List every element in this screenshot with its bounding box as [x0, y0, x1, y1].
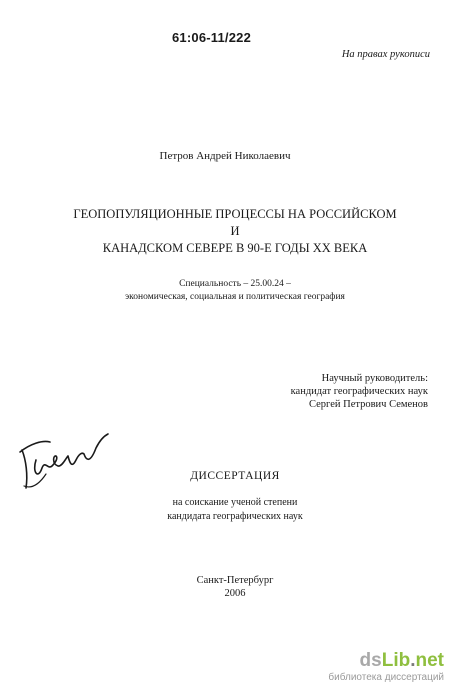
logo-part-net: net: [415, 650, 444, 671]
city: Санкт-Петербург: [196, 575, 274, 586]
document-title: [70, 206, 400, 257]
author-name: Петров Андрей Николаевич: [159, 150, 291, 162]
dissertation-subtitle: [0, 496, 450, 524]
logo-part-lib: Lib: [381, 650, 411, 671]
degree-line-1: на соискание ученой степени: [172, 497, 298, 508]
logo-part-ds: ds: [359, 650, 382, 671]
dissertation-heading: ДИССЕРТАЦИЯ: [190, 470, 280, 482]
archive-code: 61:06-11/222: [172, 30, 252, 45]
specialty-block: [0, 278, 450, 304]
dslib-watermark[interactable]: [328, 651, 444, 683]
year: 2006: [224, 588, 246, 599]
watermark-subtitle: библиотека диссертаций: [328, 672, 444, 683]
title-line-1: ГЕОПОПУЛЯЦИОННЫЕ ПРОЦЕССЫ НА РОССИЙСКОМ И: [73, 207, 397, 238]
place-date-block: [0, 574, 450, 600]
logo-part-dot: .: [410, 650, 416, 671]
degree-line-2: кандидата географических наук: [167, 511, 303, 522]
specialty-code: Специальность – 25.00.24 –: [179, 279, 291, 289]
dslib-logo[interactable]: [360, 651, 444, 671]
title-line-2: КАНАДСКОМ СЕВЕРЕ В 90-Е ГОДЫ ХХ ВЕКА: [102, 241, 368, 255]
specialty-name: экономическая, социальная и политическая география: [125, 292, 345, 302]
manuscript-note: На правах рукописи: [341, 49, 430, 60]
supervisor-block: [291, 372, 428, 411]
handwritten-signature: [12, 430, 112, 500]
supervisor-name: Сергей Петрович Семенов: [309, 399, 428, 410]
supervisor-degree: кандидат географических наук: [290, 386, 428, 397]
supervisor-heading: Научный руководитель:: [321, 373, 428, 384]
